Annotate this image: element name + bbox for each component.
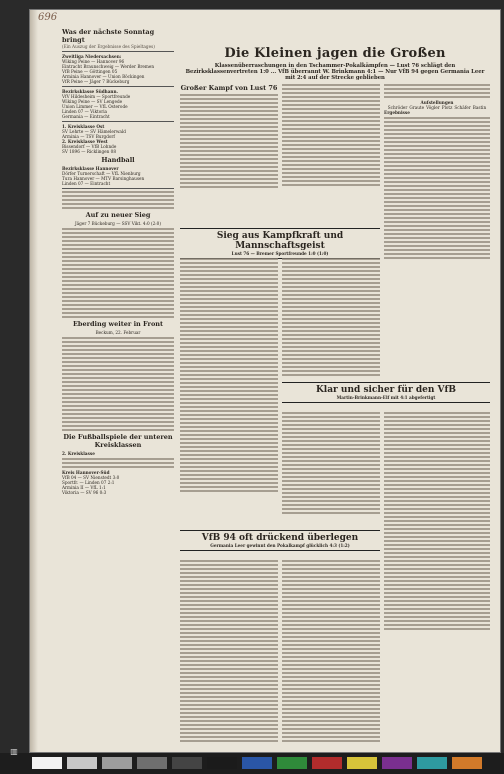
group-2	[62, 124, 174, 139]
bottom-line: Sportfr. — Linden 07 2:1	[62, 480, 115, 485]
article4-header	[180, 530, 380, 551]
story2-sub: Beckum, 22. Februar	[95, 330, 141, 335]
article1	[180, 82, 278, 190]
story-sub: Jäger 7 Bückeburg — SSV Vikt. 4:0 (2:0)	[75, 221, 161, 226]
group-heading: 2. Kreisklasse West	[62, 139, 108, 144]
left-column	[62, 28, 174, 495]
group-line: Linden 07 — Viktoria	[62, 109, 108, 114]
article3-col2	[384, 410, 490, 632]
left-subtitle: (Ein Auszug der Ergebnisse des Spieltages)	[62, 44, 155, 49]
calibration-swatch	[137, 757, 167, 769]
newspaper-page	[30, 10, 500, 752]
story-heading: Auf zu neuer Sieg	[85, 211, 151, 219]
left-title: Was der nächste Sonntag bringt	[62, 28, 155, 44]
article1-heading: Großer Kampf von Lust 76	[180, 84, 278, 92]
group-line: Wiking Peine — SV Lengede	[62, 99, 123, 104]
article4-col1	[180, 558, 278, 744]
story2-heading: Eberding weiter in Front	[72, 320, 164, 328]
article3-heading: Klar und sicher für den VfB	[315, 385, 457, 395]
article2-sub: Lust 76 — Bremer Sportfreunde 1:0 (1:0)	[231, 251, 329, 256]
calibration-swatch	[382, 757, 412, 769]
lineup-name: Graute	[409, 105, 425, 110]
lineup-name: Bastin	[472, 105, 487, 110]
story3-table-1: Kreis Hannover-Süd	[62, 470, 110, 475]
bottom-line: Arminia II — VfL 1:1	[62, 485, 106, 490]
group-line: VfB Peine — Göttingen 05	[62, 69, 118, 74]
group-line: Arminia — TSV Burgdorf	[62, 134, 115, 139]
group-3	[62, 139, 174, 154]
group-line: Eintracht Braunschweig — Werder Bremen	[62, 64, 155, 69]
story3-table-0: 2. Kreisklasse	[62, 451, 95, 456]
article3-sub: Martin-Brinkmann-Elf mit 4:1 abgefertigt	[336, 395, 436, 400]
group-heading: Zweitliga Niedersachsen:	[62, 54, 122, 59]
lineup-name: Plotz	[441, 105, 453, 110]
group-1	[62, 89, 174, 119]
group-line: VfR Peine — Jäger 7 Bückeburg	[62, 79, 130, 84]
right-table-header: Aufstellungen	[420, 100, 454, 105]
group-line: SV 1896 — Ricklingen 08	[62, 149, 116, 154]
calibration-swatch	[32, 757, 62, 769]
article2-col1	[180, 256, 278, 494]
calibration-swatch	[207, 757, 237, 769]
calibration-swatch	[172, 757, 202, 769]
group-line: Tura Hannover — MTV Barsinghausen	[62, 176, 145, 181]
lineup-name: Schröder	[387, 105, 408, 110]
group-heading: Bezirksklasse Hannover	[62, 166, 119, 171]
group-0	[62, 54, 174, 84]
right-tag: Ergebnisse	[384, 110, 410, 115]
group-heading-handball: Handball	[101, 156, 135, 164]
article2-heading: Sieg aus Kampfkraft und Mannschaftsgeist	[216, 231, 344, 251]
article4-heading: VfB 94 oft drückend überlegen	[201, 533, 359, 543]
article3-col1	[282, 410, 380, 516]
calibration-swatch	[347, 757, 377, 769]
story3-heading: Die Fußballspiele der unteren Kreisklassen	[63, 433, 173, 449]
article2-col2	[282, 256, 380, 378]
calibration-swatch	[312, 757, 342, 769]
calibration-swatch	[67, 757, 97, 769]
group-line: Arminia Hannover — Union Böckingen	[62, 74, 145, 79]
archive-logo-icon: ▥	[10, 747, 18, 756]
right-column	[384, 82, 490, 261]
bottom-line: Viktoria — SV 96 0:3	[62, 490, 107, 495]
calibration-swatch	[102, 757, 132, 769]
article4-col2	[282, 558, 380, 744]
article2-header	[180, 228, 380, 259]
group-5	[62, 166, 174, 186]
group-heading: 1. Kreisklasse Ost	[62, 124, 105, 129]
calibration-swatch	[242, 757, 272, 769]
main-subheadline: Klassenüberraschungen in den Tschammer-Pokalkämpfen — Lust 76 schlägt den Bezirksklassenvertreten 1:0 ... VfB überrannt W. Brinkmann 4:1 — Nur VfB 94 gegen Germania Leer mit 2:4 auf der Strecke geblieben	[185, 63, 485, 81]
group-line: Wiking Peine — Hannover 96	[62, 59, 125, 64]
page-spine	[30, 10, 38, 752]
page-number: 696	[38, 12, 58, 23]
group-line: SV Lehrte — SV Hämelerwald	[62, 129, 126, 134]
main-headline: Die Kleinen jagen die Großen	[224, 46, 446, 61]
article3-header	[282, 382, 490, 403]
group-line: Union Limmer — VfL Osterode	[62, 104, 128, 109]
group-line: Dörfer Turnerschaft — VfL Nienburg	[62, 171, 141, 176]
bottom-line: VfB 04 — SV Nienstedt 3:0	[62, 475, 120, 480]
calibration-swatch	[452, 757, 482, 769]
calibration-swatch	[417, 757, 447, 769]
article4-sub: Germania Leer gewinnt den Pokalkampf glücklich 4:3 (1:2)	[210, 543, 350, 548]
group-line: Linden 07 — Eintracht	[62, 181, 111, 186]
group-line: Germania — Eintracht	[62, 114, 110, 119]
group-line: Bissendorf — VfB Lohnde	[62, 144, 117, 149]
lineup-name: Vögler	[426, 105, 440, 110]
article1-col2	[282, 82, 380, 188]
calibration-swatch	[277, 757, 307, 769]
group-line: VfV Hildesheim — Sportfreunde	[62, 94, 131, 99]
group-heading: Bezirksklasse Südhann.	[62, 89, 118, 94]
lineup-name: Schäfer	[454, 105, 471, 110]
